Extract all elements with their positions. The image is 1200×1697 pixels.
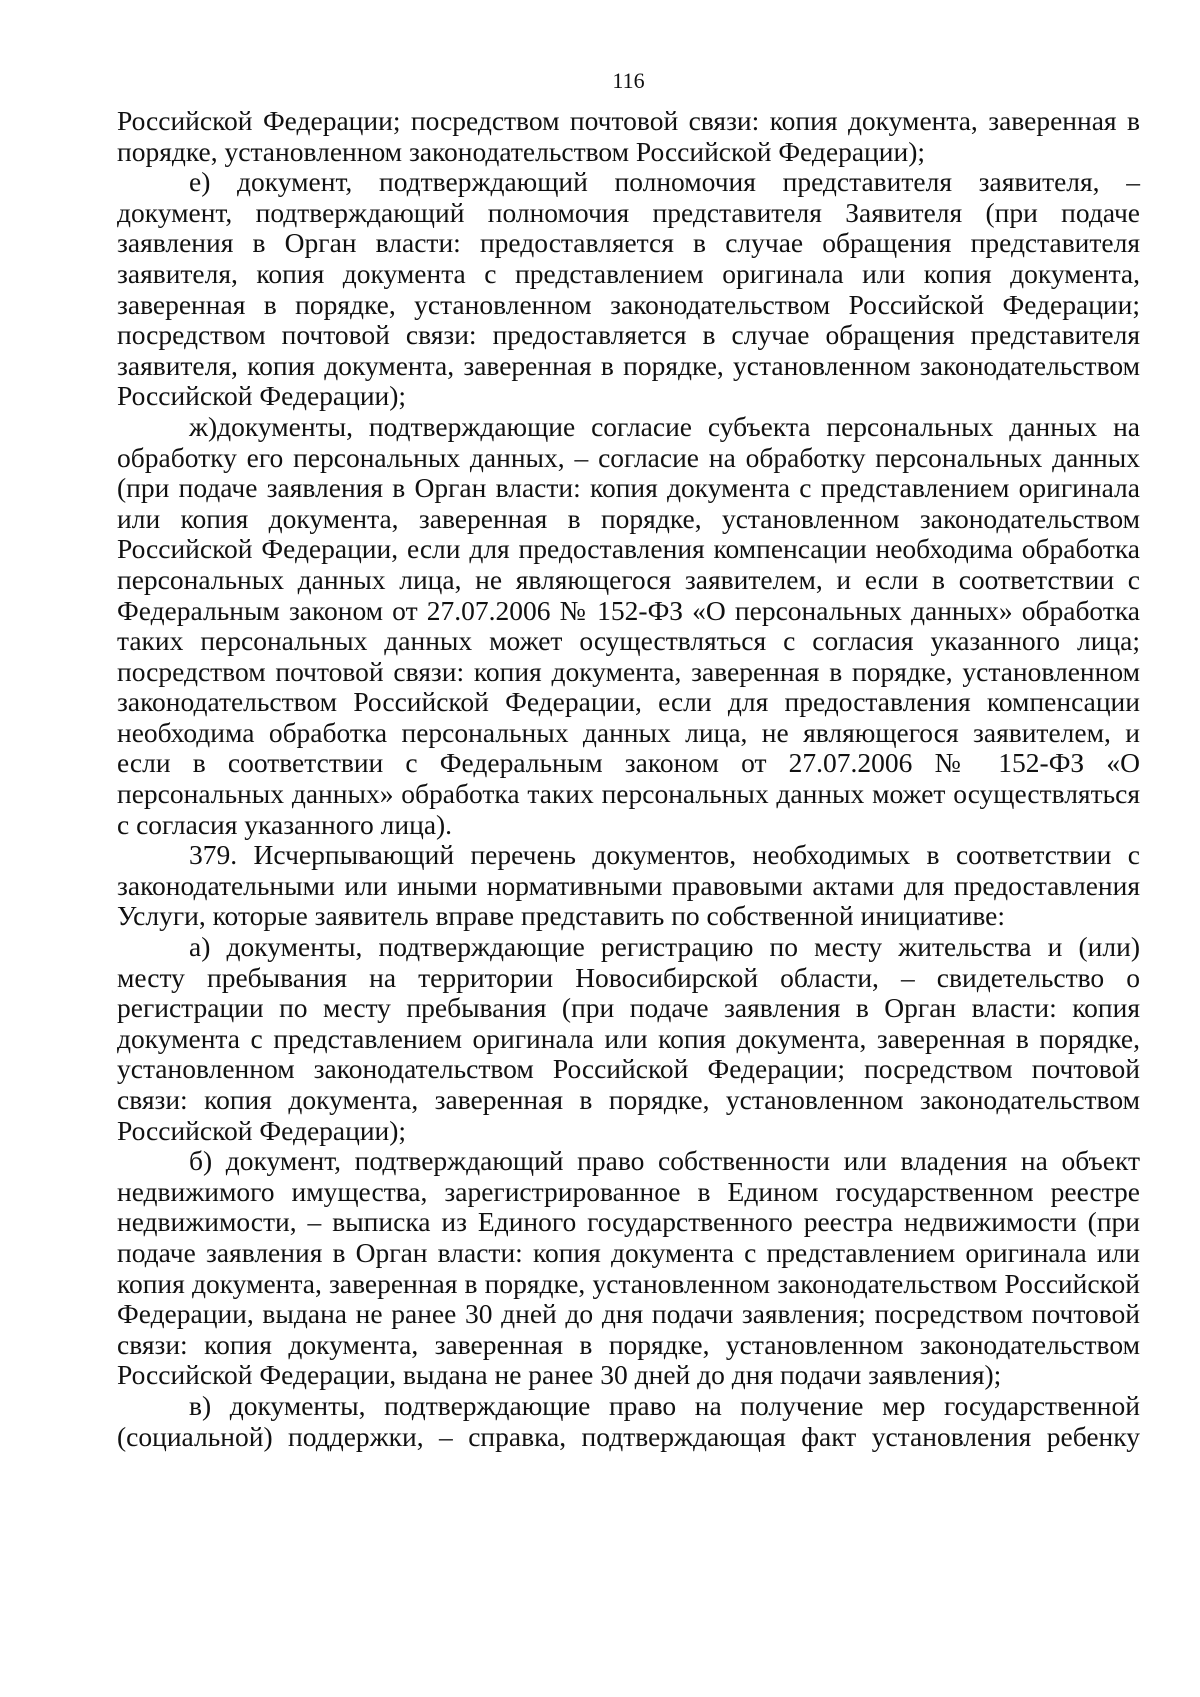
paragraph-item-zh: ж)документы, подтверждающие согласие субъекта персональных данных на обработку его персональных данных, – согласие на обработку персональных данных (при подаче заявления в Орган власти: копия документа с представлением оригинала или копия документа, заверенная в порядке, установленном законодательством Российской Федерации, если для предоставления компенсации необходима обработка персональных данных лица, не являющегося заявителем, и если в соответствии с Федеральным законом от 27.07.2006 № 152-ФЗ «О персональных данных» обработка таких персональных данных может осуществляться с согласия указанного лица; посредством почтовой связи: копия документа, заверенная в порядке, установленном законодательством Российской Федерации, если для предоставления компенсации необходима обработка персональных данных лица, не являющегося заявителем, и если в соответствии с Федеральным законом от 27.07.2006 № 152-ФЗ «О персональных данных» обработка таких персональных данных может осуществляться с согласия указанного лица). [117, 410, 1140, 840]
paragraph-item-v: в) документы, подтверждающие право на получение мер государственной (социальной) поддержки, – справка, подтверждающая факт установления ребенку [117, 1389, 1140, 1452]
paragraph-item-e: е) документ, подтверждающий полномочия представителя заявителя, – документ, подтверждающий полномочия представителя Заявителя (при подаче заявления в Орган власти: предоставляется в случае обращения представителя заявителя, копия документа с представлением оригинала или копия документа, заверенная в порядке, установленном законодательством Российской Федерации; посредством почтовой связи: предоставляется в случае обращения представителя заявителя, копия документа, заверенная в порядке, установленном законодательством Российской Федерации); [117, 166, 1140, 412]
paragraph-item-b: б) документ, подтверждающий право собственности или владения на объект недвижимого имущества, зарегистрированное в Едином государственном реестре недвижимости, – выписка из Единого государственного реестра недвижимости (при подаче заявления в Орган власти: копия документа с представлением оригинала или копия документа, заверенная в порядке, установленном законодательством Российской Федерации, выдана не ранее 30 дней до дня подачи заявления; посредством почтовой связи: копия документа, заверенная в порядке, установленном законодательством Российской Федерации, выдана не ранее 30 дней до дня подачи заявления); [117, 1145, 1140, 1391]
paragraph-item-a: а) документы, подтверждающие регистрацию по месту жительства и (или) месту пребывания на территории Новосибирской области, – свидетельство о регистрации по месту пребывания (при подаче заявления в Орган власти: копия документа с представлением оригинала или копия документа, заверенная в порядке, установленном законодательством Российской Федерации; посредством почтовой связи: копия документа, заверенная в порядке, установленном законодательством Российской Федерации); [117, 931, 1140, 1146]
page-number: 116 [612, 68, 645, 93]
paragraph-379: 379. Исчерпывающий перечень документов, необходимых в соответствии с законодательными или иными нормативными правовыми актами для предоставления Услуги, которые заявитель вправе представить по собственной инициативе: [117, 839, 1140, 932]
paragraph-continuation: Российской Федерации; посредством почтовой связи: копия документа, заверенная в порядке, установленном законодательством Российской Федерации); [117, 105, 1140, 167]
document-body [117, 106, 1140, 1452]
